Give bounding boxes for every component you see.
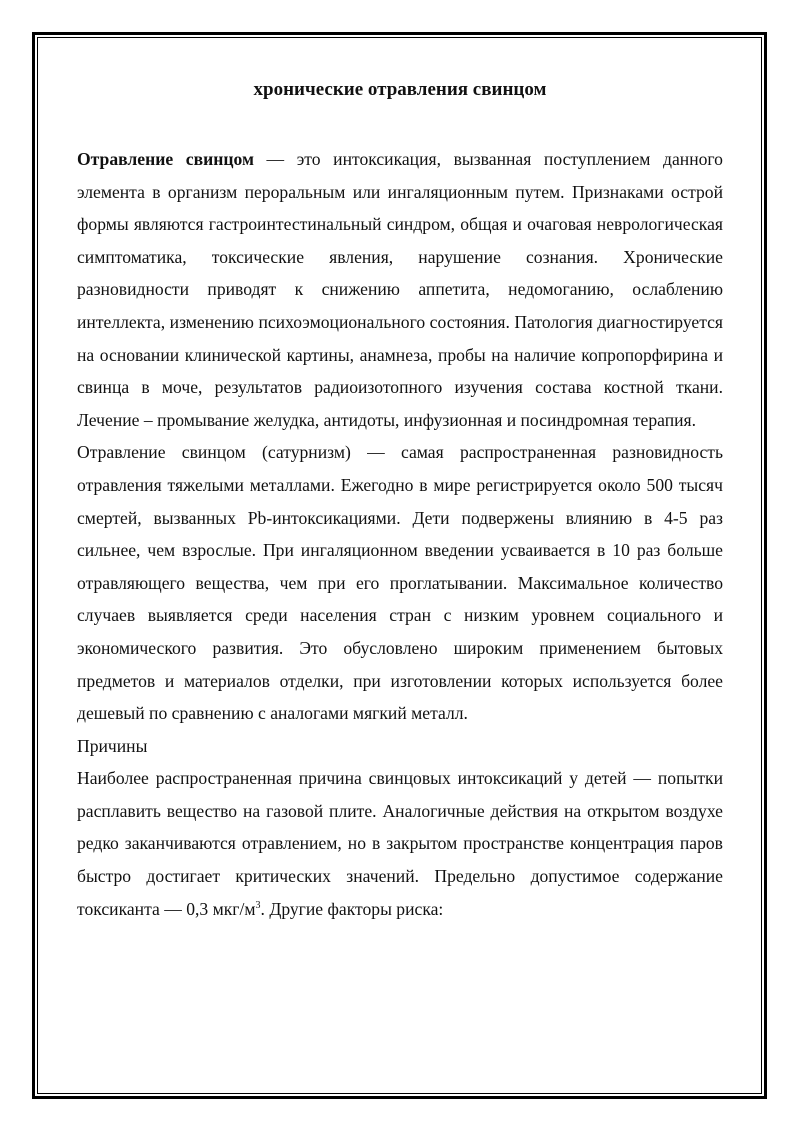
causes-paragraph-tail: . Другие факторы риска: — [260, 898, 444, 919]
lead-term: Отравление свинцом — [77, 149, 254, 169]
intro-paragraph — [77, 143, 723, 436]
causes-paragraph-text: Наиболее распространенная причина свинцовых интоксикаций у детей — попытки расплавить вещество на газовой плите. Аналогичные действия на открытом воздухе редко заканчиваются отравлением, но в закрытом пространстве концентрация паров быстро достигает критических значений. Предельно допустимое содержание токсиканта — 0,3 мкг/м — [77, 768, 723, 919]
document-title: хронические отравления свинцом — [253, 79, 547, 100]
causes-paragraph — [77, 762, 723, 925]
intro-paragraph-text: — это интоксикация, вызванная поступлением данного элемента в организм пероральным или ингаляционным путем. Признаками острой формы являются гастроинтестинальный синдром, общая и очаговая неврологическая симптоматика, токсические явления, нарушение сознания. Хронические разновидности приводят к снижению аппетита, недомоганию, ослаблению интеллекта, изменению психоэмоционального состояния. Патология диагностируется на основании клинической картины, анамнеза, пробы на наличие копропорфирина и свинца в моче, результатов радиоизотопного изучения состава костной ткани. Лечение – промывание желудка, антидоты, инфузионная и посиндромная терапия. — [77, 149, 723, 430]
saturnism-paragraph: Отравление свинцом (сатурнизм) — самая распространенная разновидность отравления тяжелыми металлами. Ежегодно в мире регистрируется около 500 тысяч смертей, вызванных Pb-интоксикациями. Дети подвержены влиянию в 4-5 раз сильнее, чем взрослые. При ингаляционном введении усваивается в 10 раз больше отравляющего вещества, чем при его проглатывании. Максимальное количество случаев выявляется среди населения стран с низким уровнем социального и экономического развития. Это обусловлено широким применением бытовых предметов и материалов отделки, при изготовлении которых используется более дешевый по сравнению с аналогами мягкий металл. — [77, 442, 723, 724]
unit-superscript: 3 — [255, 899, 261, 911]
document-body — [77, 143, 723, 925]
section-heading-causes: Причины — [77, 735, 148, 756]
